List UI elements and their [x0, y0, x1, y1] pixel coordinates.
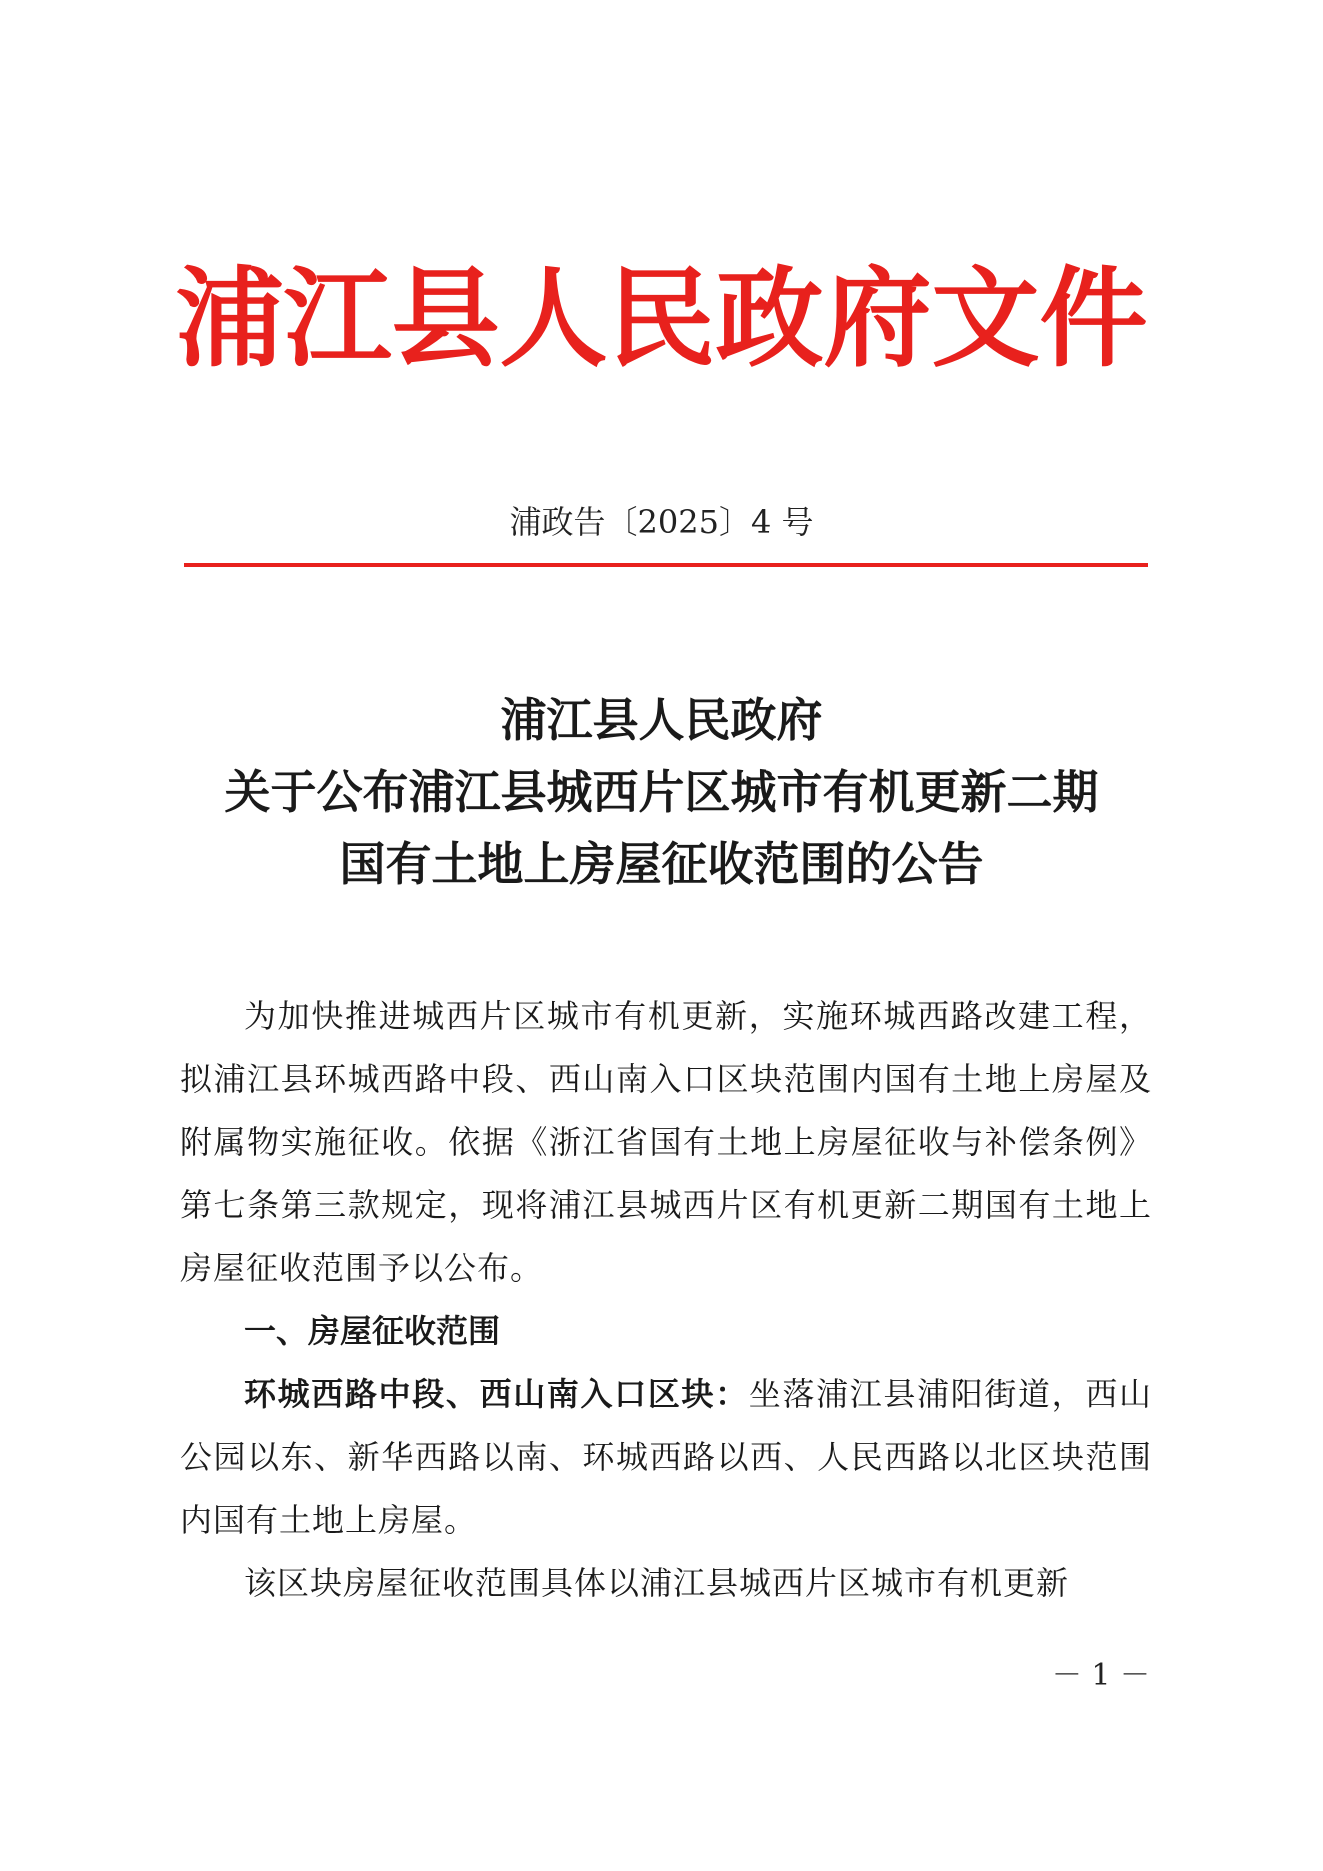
body-paragraph-intro: 为加快推进城西片区城市有机更新，实施环城西路改建工程，拟浦江县环城西路中段、西山南入口区块范围内国有土地上房屋及附属物实施征收。依据《浙江省国有土地上房屋征收与补偿条例》第七条第三款规定，现将浦江县城西片区有机更新二期国有土地上房屋征收范围予以公布。 [180, 997, 1152, 1287]
section-heading-scope: 一、房屋征收范围 [244, 1312, 501, 1350]
document-number: 浦政告〔2025〕4 号 [509, 503, 814, 541]
body-paragraph-continued: 该区块房屋征收范围具体以浦江县城西片区城市有机更新 [244, 1564, 1070, 1602]
body-paragraph-scope [180, 1363, 1152, 1552]
red-separator-line [184, 563, 1148, 567]
scope-block-description: 坐落浦江县浦阳街道，西山公园以东、新华西路以南、环城西路以西、人民西路以北区块范围内国有土地上房屋。 [180, 1375, 1152, 1539]
title-line-3: 国有土地上房屋征收范围的公告 [339, 837, 984, 891]
page-number: － 1 － [1051, 1658, 1150, 1693]
title-line-2: 关于公布浦江县城西片区城市有机更新二期 [224, 765, 1099, 819]
scope-block-name: 环城西路中段、西山南入口区块： [244, 1375, 749, 1413]
document-title [0, 684, 1323, 900]
document-body [180, 985, 1152, 1615]
document-masthead: 浦江县人民政府文件 [175, 257, 1148, 382]
title-line-1: 浦江县人民政府 [500, 693, 823, 747]
